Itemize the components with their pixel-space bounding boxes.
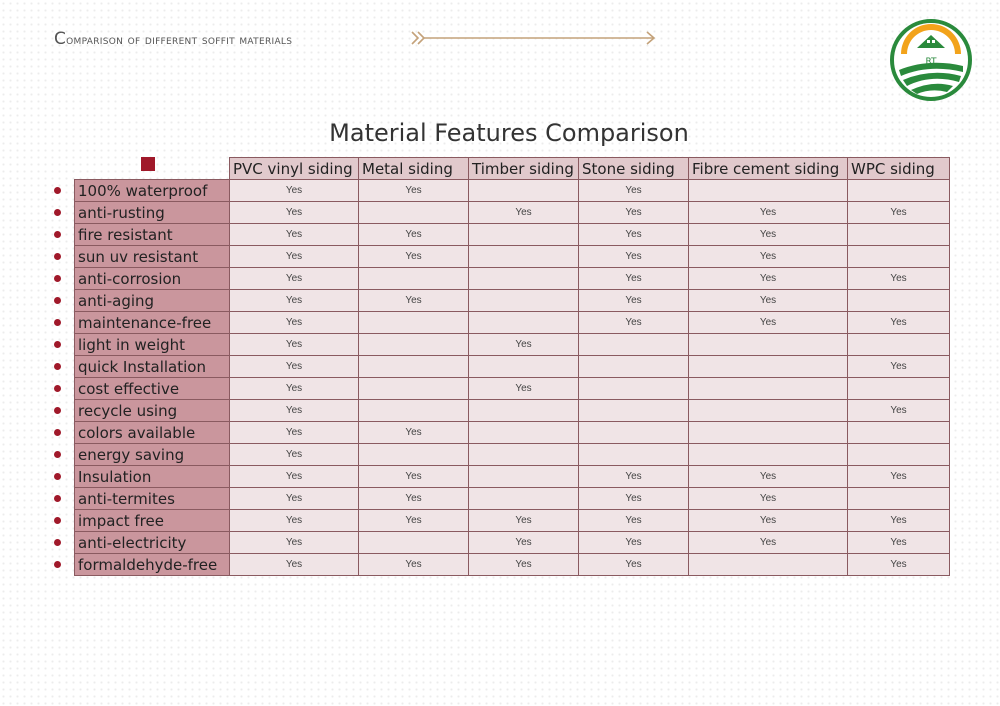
table-cell: Yes [689, 510, 848, 532]
table-row [75, 246, 950, 268]
table-cell [689, 422, 848, 444]
page-header-title [54, 29, 292, 49]
table-cell [469, 246, 579, 268]
table-cell: Yes [359, 224, 469, 246]
table-cell [848, 422, 950, 444]
table-cell [359, 312, 469, 334]
feature-label: energy saving [75, 444, 230, 466]
table-row [75, 202, 950, 224]
table-cell: Yes [579, 290, 689, 312]
table-cell: Yes [689, 466, 848, 488]
feature-label: anti-corrosion [75, 268, 230, 290]
table-row [75, 444, 950, 466]
table-cell: Yes [469, 554, 579, 576]
table-cell: Yes [230, 378, 359, 400]
table-cell: Yes [230, 202, 359, 224]
table-cell: Yes [230, 422, 359, 444]
table-cell: Yes [359, 290, 469, 312]
bullet-dot-icon [54, 429, 61, 436]
table-row [75, 466, 950, 488]
bullet-dot-icon [54, 253, 61, 260]
bullet-dot-icon [54, 451, 61, 458]
table-cell: Yes [230, 290, 359, 312]
table-cell: Yes [848, 466, 950, 488]
table-cell: Yes [689, 268, 848, 290]
feature-label: formaldehyde-free [75, 554, 230, 576]
table-cell: Yes [359, 554, 469, 576]
table-cell: Yes [469, 334, 579, 356]
table-cell [469, 290, 579, 312]
table-cell: Yes [230, 246, 359, 268]
table-cell: Yes [848, 312, 950, 334]
table-cell [579, 400, 689, 422]
feature-label: quick Installation [75, 356, 230, 378]
bullet-dot-icon [54, 407, 61, 414]
table-cell: Yes [469, 202, 579, 224]
table-cell: Yes [579, 202, 689, 224]
table-cell: Yes [579, 532, 689, 554]
column-header: Fibre cement siding [689, 158, 848, 180]
column-header: Timber siding [469, 158, 579, 180]
feature-label: anti-electricity [75, 532, 230, 554]
table-cell [848, 246, 950, 268]
table-cell: Yes [469, 378, 579, 400]
table-title: Material Features Comparison [329, 119, 689, 147]
table-cell: Yes [848, 268, 950, 290]
table-cell [579, 444, 689, 466]
table-cell [689, 180, 848, 202]
bullet-dot-icon [54, 341, 61, 348]
table-cell [579, 422, 689, 444]
comparison-table [74, 157, 950, 576]
table-cell: Yes [579, 554, 689, 576]
table-cell: Yes [230, 334, 359, 356]
feature-label: anti-rusting [75, 202, 230, 224]
bullet-dot-icon [54, 297, 61, 304]
feature-label: sun uv resistant [75, 246, 230, 268]
table-cell [359, 378, 469, 400]
table-row [75, 224, 950, 246]
table-cell: Yes [230, 224, 359, 246]
table-cell: Yes [359, 488, 469, 510]
table-cell [469, 180, 579, 202]
table-cell: Yes [230, 532, 359, 554]
table-cell: Yes [579, 488, 689, 510]
logo-text: RT [925, 57, 937, 67]
table-cell: Yes [359, 510, 469, 532]
house-logo-icon [889, 18, 973, 102]
column-header: WPC siding [848, 158, 950, 180]
table-cell: Yes [230, 180, 359, 202]
table-cell: Yes [579, 312, 689, 334]
table-cell [359, 202, 469, 224]
table-cell: Yes [579, 510, 689, 532]
table-row [75, 356, 950, 378]
table-cell: Yes [230, 466, 359, 488]
column-header: Metal siding [359, 158, 469, 180]
bullet-dot-icon [54, 539, 61, 546]
table-cell [469, 312, 579, 334]
table-row [75, 378, 950, 400]
table-cell: Yes [230, 510, 359, 532]
table-cell [469, 488, 579, 510]
table-cell: Yes [848, 510, 950, 532]
table-cell: Yes [230, 356, 359, 378]
table-cell: Yes [230, 312, 359, 334]
table-cell [359, 444, 469, 466]
feature-label: anti-termites [75, 488, 230, 510]
table-cell [359, 356, 469, 378]
table-cell: Yes [230, 488, 359, 510]
table-cell: Yes [689, 246, 848, 268]
table-cell [359, 532, 469, 554]
table-cell: Yes [579, 268, 689, 290]
bullet-dot-icon [54, 495, 61, 502]
bullet-dot-icon [54, 319, 61, 326]
table-cell [469, 444, 579, 466]
table-cell [689, 334, 848, 356]
table-cell: Yes [230, 554, 359, 576]
table-cell [848, 378, 950, 400]
column-header: PVC vinyl siding [230, 158, 359, 180]
table-cell [579, 378, 689, 400]
table-cell: Yes [689, 488, 848, 510]
feature-label: colors available [75, 422, 230, 444]
table-cell: Yes [359, 246, 469, 268]
feature-label: 100% waterproof [75, 180, 230, 202]
table-cell: Yes [230, 444, 359, 466]
table-cell [469, 466, 579, 488]
table-row [75, 268, 950, 290]
table-cell: Yes [689, 312, 848, 334]
table-cell [359, 334, 469, 356]
bullet-dot-icon [54, 385, 61, 392]
table-row [75, 400, 950, 422]
header-title-rest: omparison of different soffit materials [66, 33, 293, 48]
table-cell [689, 444, 848, 466]
table-cell: Yes [848, 400, 950, 422]
table-cell: Yes [848, 532, 950, 554]
table-cell [469, 268, 579, 290]
table-cell [848, 444, 950, 466]
table-cell: Yes [230, 400, 359, 422]
table-cell: Yes [359, 180, 469, 202]
feature-label: maintenance-free [75, 312, 230, 334]
table-row [75, 290, 950, 312]
feature-label: fire resistant [75, 224, 230, 246]
column-header: Stone siding [579, 158, 689, 180]
table-cell: Yes [689, 290, 848, 312]
bullet-dot-icon [54, 517, 61, 524]
table-cell [848, 180, 950, 202]
table-cell [848, 488, 950, 510]
table-row [75, 532, 950, 554]
feature-label: cost effective [75, 378, 230, 400]
table-cell: Yes [848, 554, 950, 576]
table-row [75, 422, 950, 444]
table-cell [469, 356, 579, 378]
table-cell [689, 356, 848, 378]
table-cell: Yes [579, 224, 689, 246]
table-row [75, 488, 950, 510]
bullet-dot-icon [54, 275, 61, 282]
table-cell [848, 290, 950, 312]
table-cell: Yes [689, 224, 848, 246]
bullet-dot-icon [54, 187, 61, 194]
double-chevron-arrow-icon [410, 29, 658, 47]
bullet-dot-icon [54, 231, 61, 238]
table-cell [689, 378, 848, 400]
table-cell [469, 224, 579, 246]
feature-label: recycle using [75, 400, 230, 422]
table-cell: Yes [848, 202, 950, 224]
table-cell: Yes [579, 180, 689, 202]
table-cell: Yes [579, 466, 689, 488]
feature-label: impact free [75, 510, 230, 532]
table-row [75, 312, 950, 334]
table-cell: Yes [579, 246, 689, 268]
table-cell [848, 334, 950, 356]
table-cell: Yes [230, 268, 359, 290]
feature-label: Insulation [75, 466, 230, 488]
table-row [75, 554, 950, 576]
bullet-dot-icon [54, 561, 61, 568]
table-cell: Yes [359, 422, 469, 444]
table-cell [359, 268, 469, 290]
table-cell: Yes [848, 356, 950, 378]
bullet-dot-icon [54, 209, 61, 216]
table-row [75, 510, 950, 532]
table-row [75, 180, 950, 202]
table-cell [689, 400, 848, 422]
table-cell [579, 356, 689, 378]
bullet-dot-icon [54, 363, 61, 370]
table-cell [689, 554, 848, 576]
feature-label: light in weight [75, 334, 230, 356]
red-square-icon [141, 157, 155, 171]
bullet-dot-icon [54, 473, 61, 480]
table-cell [469, 400, 579, 422]
table-row [75, 334, 950, 356]
table-cell [579, 334, 689, 356]
table-cell: Yes [689, 202, 848, 224]
feature-label: anti-aging [75, 290, 230, 312]
header-title-initial: C [54, 29, 67, 49]
table-cell: Yes [689, 532, 848, 554]
table-cell [469, 422, 579, 444]
table-cell: Yes [469, 532, 579, 554]
table-cell [848, 224, 950, 246]
table-cell: Yes [359, 466, 469, 488]
table-cell: Yes [469, 510, 579, 532]
table-cell [359, 400, 469, 422]
